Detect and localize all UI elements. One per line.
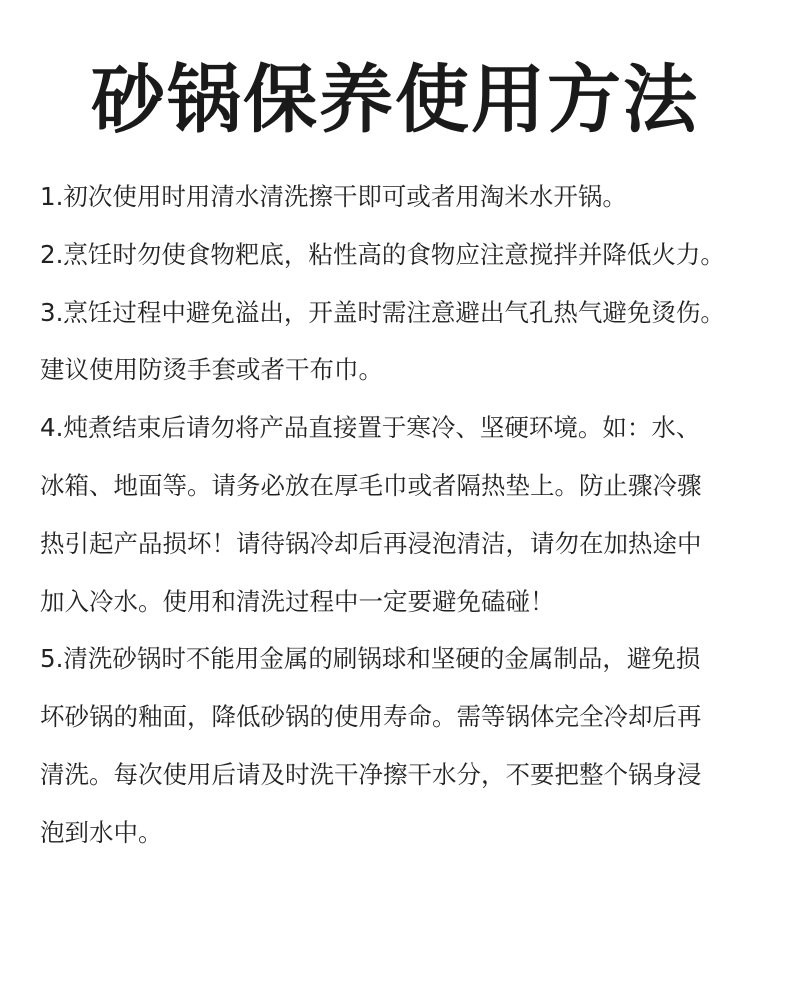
- instruction-line: 2.烹饪时勿使食物粑底，粘性高的食物应注意搅拌并降低火力。: [40, 239, 725, 269]
- instruction-line: 坏砂锅的釉面，降低砂锅的使用寿命。需等锅体完全冷却后再: [40, 702, 702, 732]
- instruction-line: 冰箱、地面等。请务必放在厚毛巾或者隔热垫上。防止骤冷骤: [40, 470, 702, 500]
- instructions-body: [40, 168, 765, 862]
- instruction-line: 3.烹饪过程中避免溢出，开盖时需注意避出气孔热气避免烫伤。: [40, 297, 725, 327]
- instruction-line: 4.炖煮结束后请勿将产品直接置于寒冷、坚硬环境。如：水、: [40, 413, 701, 443]
- instruction-line: 建议使用防烫手套或者干布巾。: [40, 355, 383, 385]
- instruction-line: 清洗。每次使用后请及时洗干净擦干水分，不要把整个锅身浸: [40, 759, 702, 789]
- instruction-line: 1.初次使用时用清水清洗擦干即可或者用淘米水开锅。: [40, 182, 627, 211]
- instruction-line: 热引起产品损坏！请待锅冷却后再浸泡清洁，请勿在加热途中: [40, 528, 702, 558]
- instruction-line: 泡到水中。: [40, 817, 163, 847]
- instruction-line: 5.清洗砂锅时不能用金属的刷锅球和坚硬的金属制品，避免损: [40, 644, 701, 674]
- instruction-line: 加入冷水。使用和清洗过程中一定要避免磕碰！: [40, 586, 555, 616]
- page-title: 砂锅保养使用方法: [91, 57, 699, 143]
